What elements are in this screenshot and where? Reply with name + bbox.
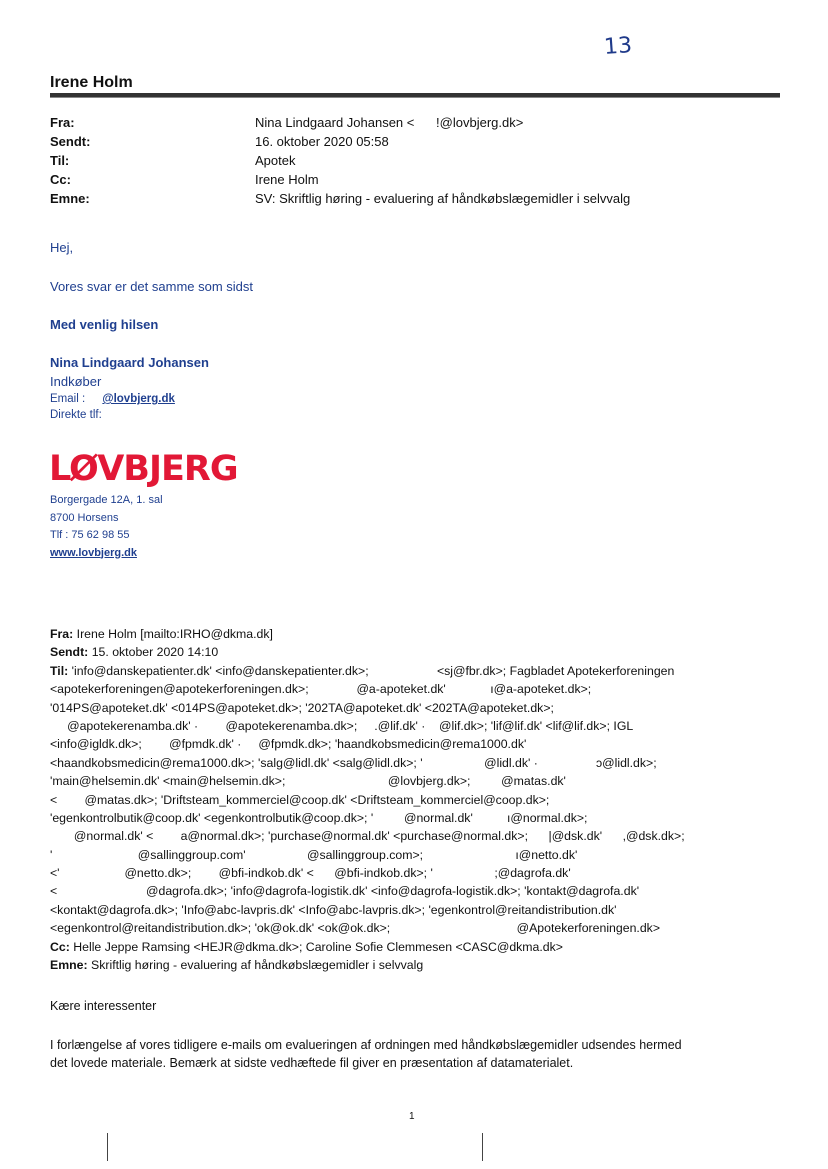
fwd-to-line: <' @netto.dk>; @bfi-indkob.dk' < @bfi-indkob.dk>; ' ;@dagrofa.dk' [50, 866, 571, 881]
fwd-cc-label: Cc: [50, 939, 70, 954]
fwd-to-line: @apotekerenamba.dk' · @apotekerenamba.dk>; .@lif.dk' · @lif.dk>; 'lif@lif.dk' <lif@lif.dk>; IGL [50, 718, 634, 733]
signature-role: Indkøber [50, 374, 102, 389]
signature-email-row [50, 392, 175, 407]
fwd-from-label: Fra: [50, 627, 74, 641]
fwd-from-row [50, 625, 790, 643]
fwd-to-line: <info@igldk.dk>; @fpmdk.dk' · @fpmdk.dk>; 'haandkobsmedicin@rema1000.dk' [50, 737, 527, 752]
fwd-to-line: '014PS@apoteket.dk' <014PS@apoteket.dk>; '202TA@apoteket.dk' <202TA@apoteket.dk>; [50, 700, 554, 715]
fwd-to-line: <egenkontrol@reitandistribution.dk>; 'ok@ok.dk' <ok@ok.dk>; @Apotekerforeningen.dk> [50, 921, 660, 936]
fwd-cc-row [50, 938, 790, 956]
reply-header [50, 113, 780, 213]
page-number: 1 [409, 1111, 415, 1122]
lovbjerg-logo: LØVBJERG [49, 449, 238, 489]
fwd-to-line: <kontakt@dagrofa.dk>; 'Info@abc-lavpris.dk' <Info@abc-lavpris.dk>; 'egenkontrol@reitandistribution.dk' [50, 902, 617, 917]
fwd-body [50, 1036, 795, 1072]
handwritten-page-number: 13 [603, 33, 633, 60]
fwd-subject-value: Skriftlig høring - evaluering af håndkøbslægemidler i selvvalg [91, 958, 424, 973]
from-label: Fra: [50, 115, 75, 130]
fwd-salutation: Kære interessenter [50, 999, 157, 1013]
fwd-to-line: 'egenkontrolbutik@coop.dk' <egenkontrolbutik@coop.dk>; ' @normal.dk' ı@normal.dk>; [50, 810, 588, 825]
signature-email-link[interactable]: @lovbjerg.dk [102, 393, 175, 405]
scan-mark-right [482, 1133, 483, 1161]
fwd-sent-row [50, 643, 790, 661]
address-line-2: 8700 Horsens [50, 511, 119, 524]
signature-name: Nina Lindgaard Johansen [50, 355, 209, 370]
fwd-to-line: @normal.dk' < a@normal.dk>; 'purchase@normal.dk' <purchase@normal.dk>; |@dsk.dk' ,@dsk.dk>; [50, 829, 685, 844]
header-subject-row [50, 189, 780, 208]
fwd-from-value: Irene Holm [mailto:IRHO@dkma.dk] [76, 627, 273, 641]
header-cc-row [50, 170, 780, 189]
to-label: Til: [50, 153, 70, 168]
company-phone: Tlf : 75 62 98 55 [50, 529, 130, 541]
fwd-body-line-1: I forlængelse af vores tidligere e-mails om evalueringen af ordningen med håndkøbslægemidler udsendes hermed [50, 1038, 682, 1052]
fwd-to-line: <apotekerforeningen@apotekerforeningen.dk>; @a-apoteket.dk' ı@a-apoteket.dk>; [50, 682, 592, 697]
subject-label: Emne: [50, 191, 90, 206]
fwd-to-label: Til: [50, 663, 69, 678]
to-value: Apotek [255, 153, 296, 168]
fwd-to-row [50, 662, 790, 680]
fwd-subject-label: Emne: [50, 958, 88, 973]
signature-email-label: Email : [50, 393, 86, 405]
forwarded-message [50, 625, 790, 974]
fwd-subject-row [50, 956, 790, 974]
subject-value: SV: Skriftlig høring - evaluering af håndkøbslægemidler i selvvalg [255, 191, 631, 206]
title-rule [50, 93, 780, 98]
reply-message: Vores svar er det samme som sidst [50, 279, 254, 294]
header-sent-row [50, 132, 780, 151]
header-to-row [50, 151, 780, 170]
reply-closing: Med venlig hilsen [50, 317, 159, 332]
cc-value: Irene Holm [255, 172, 319, 187]
fwd-sent-value: 15. oktober 2020 14:10 [91, 645, 219, 660]
fwd-to-line: < @matas.dk>; 'Driftsteam_kommerciel@coop.dk' <Driftsteam_kommerciel@coop.dk>; [50, 792, 550, 807]
cc-label: Cc: [50, 172, 71, 187]
from-value: Nina Lindgaard Johansen < !@lovbjerg.dk> [255, 115, 524, 130]
fwd-body-line-2: det lovede materiale. Bemærk at sidste vedhæftede fil giver en præsentation af datamaterialet. [50, 1056, 574, 1070]
website-link[interactable]: www.lovbjerg.dk [50, 546, 137, 559]
scan-mark-left [107, 1133, 108, 1161]
recipient-name: Irene Holm [50, 74, 133, 91]
header-from-row [50, 113, 780, 132]
sent-label: Sendt: [50, 134, 91, 149]
sent-value: 16. oktober 2020 05:58 [255, 134, 389, 149]
fwd-to-line: <haandkobsmedicin@rema1000.dk>; 'salg@lidl.dk' <salg@lidl.dk>; ' @lidl.dk' · ɔ@lidl.dk>; [50, 755, 657, 770]
fwd-to-line: 'main@helsemin.dk' <main@helsemin.dk>; @lovbjerg.dk>; @matas.dk' [50, 774, 566, 789]
fwd-to-line: 'info@danskepatienter.dk' <info@danskepatienter.dk>; <sj@fbr.dk>; Fagbladet Apotekerforeningen [71, 663, 675, 678]
fwd-cc-value: Helle Jeppe Ramsing <HEJR@dkma.dk>; Caroline Sofie Clemmesen <CASC@dkma.dk> [73, 939, 563, 954]
fwd-to-line: ' @sallinggroup.com' @sallinggroup.com>; ı@netto.dk' [50, 847, 578, 862]
signature-address [50, 492, 163, 562]
signature-phone-label: Direkte tlf: [50, 409, 102, 421]
fwd-to-line: < @dagrofa.dk>; 'info@dagrofa-logistik.dk' <info@dagrofa-logistik.dk>; 'kontakt@dagrofa.dk' [50, 884, 640, 899]
reply-greeting: Hej, [50, 240, 74, 255]
fwd-sent-label: Sendt: [50, 645, 89, 660]
address-line-1: Borgergade 12A, 1. sal [50, 494, 163, 506]
